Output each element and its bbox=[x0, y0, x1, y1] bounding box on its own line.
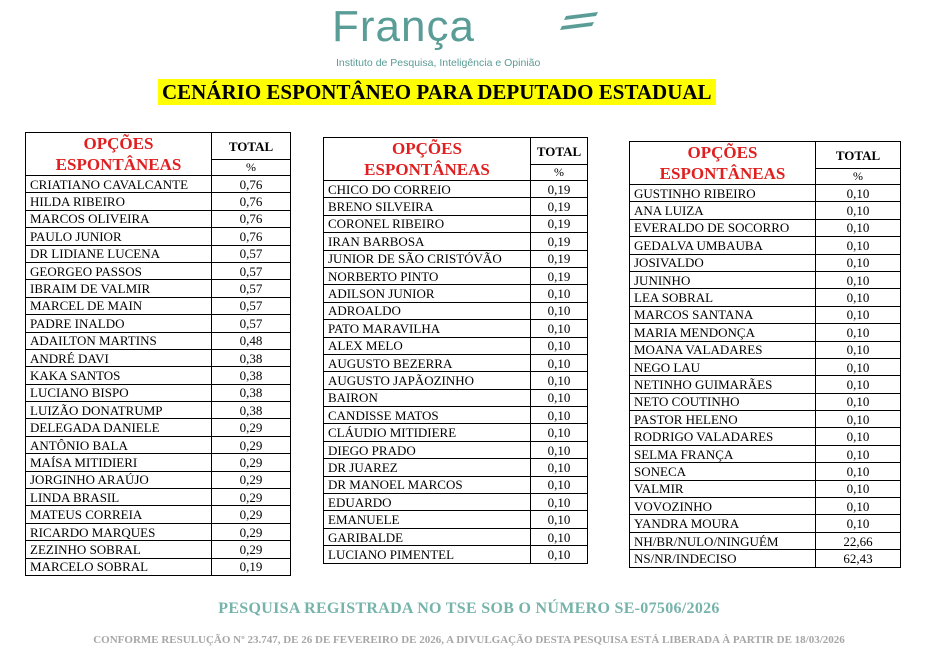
option-name: LEA SOBRAL bbox=[630, 289, 816, 306]
table-row bbox=[26, 506, 291, 523]
option-name: MARCEL DE MAIN bbox=[26, 297, 212, 314]
table-row bbox=[324, 285, 588, 302]
option-name: PADRE INALDO bbox=[26, 315, 212, 332]
option-name: RODRIGO VALADARES bbox=[630, 428, 816, 445]
option-percent: 0,10 bbox=[531, 302, 588, 319]
table-row bbox=[630, 341, 901, 358]
option-name: MARCOS SANTANA bbox=[630, 306, 816, 323]
option-name: NETINHO GUIMARÃES bbox=[630, 376, 816, 393]
option-name: AUGUSTO JAPÃOZINHO bbox=[324, 372, 531, 389]
option-percent: 0,10 bbox=[816, 428, 901, 445]
option-name: MAÍSA MITIDIERI bbox=[26, 454, 212, 471]
table-row bbox=[324, 372, 588, 389]
logo-subtitle: Instituto de Pesquisa, Inteligência e Opinião bbox=[336, 57, 541, 69]
option-percent: 0,10 bbox=[531, 337, 588, 354]
table-row bbox=[26, 523, 291, 540]
table-row bbox=[324, 354, 588, 371]
option-name: VALMIR bbox=[630, 480, 816, 497]
table-row bbox=[26, 262, 291, 279]
option-name: DIEGO PRADO bbox=[324, 441, 531, 458]
table-row bbox=[26, 315, 291, 332]
table-row bbox=[630, 306, 901, 323]
option-percent: 0,10 bbox=[816, 324, 901, 341]
option-name: JUNINHO bbox=[630, 271, 816, 288]
option-name: ANTÔNIO BALA bbox=[26, 436, 212, 453]
option-name: DR LIDIANE LUCENA bbox=[26, 245, 212, 262]
page-title: CENÁRIO ESPONTÂNEO PARA DEPUTADO ESTADUAL bbox=[158, 79, 716, 105]
option-percent: 0,29 bbox=[212, 419, 291, 436]
option-percent: 0,38 bbox=[212, 402, 291, 419]
option-percent: 0,76 bbox=[212, 176, 291, 193]
option-name: JORGINHO ARAÚJO bbox=[26, 471, 212, 488]
option-name: NETO COUTINHO bbox=[630, 393, 816, 410]
option-percent: 0,10 bbox=[816, 463, 901, 480]
option-percent: 0,19 bbox=[531, 215, 588, 232]
table-row bbox=[630, 271, 901, 288]
option-percent: 0,76 bbox=[212, 210, 291, 227]
table-row bbox=[630, 324, 901, 341]
option-percent: 0,19 bbox=[531, 181, 588, 198]
option-name: ADAILTON MARTINS bbox=[26, 332, 212, 349]
logo-wordmark: França bbox=[332, 2, 475, 51]
table-row bbox=[26, 454, 291, 471]
option-name: IBRAIM DE VALMIR bbox=[26, 280, 212, 297]
option-percent: 0,10 bbox=[531, 389, 588, 406]
option-percent: 0,57 bbox=[212, 315, 291, 332]
option-name: GEORGEO PASSOS bbox=[26, 262, 212, 279]
table-row bbox=[26, 384, 291, 401]
percent-header: % bbox=[816, 169, 901, 185]
option-percent: 0,19 bbox=[531, 267, 588, 284]
option-percent: 0,10 bbox=[816, 445, 901, 462]
option-name: KAKA SANTOS bbox=[26, 367, 212, 384]
option-percent: 0,57 bbox=[212, 245, 291, 262]
option-percent: 0,19 bbox=[531, 250, 588, 267]
table-row bbox=[26, 332, 291, 349]
table-row bbox=[630, 185, 901, 202]
option-name: LUCIANO PIMENTEL bbox=[324, 546, 531, 563]
option-percent: 0,38 bbox=[212, 349, 291, 366]
option-name: JUNIOR DE SÃO CRISTÓVÃO bbox=[324, 250, 531, 267]
option-name: MARIA MENDONÇA bbox=[630, 324, 816, 341]
option-percent: 22,66 bbox=[816, 532, 901, 549]
table-row bbox=[26, 367, 291, 384]
option-percent: 0,57 bbox=[212, 280, 291, 297]
options-header: OPÇÕES ESPONTÂNEAS bbox=[630, 142, 816, 185]
option-name: YANDRA MOURA bbox=[630, 515, 816, 532]
table-row bbox=[26, 558, 291, 575]
option-name: EVERALDO DE SOCORRO bbox=[630, 219, 816, 236]
table-row bbox=[26, 541, 291, 558]
results-table-1 bbox=[25, 132, 291, 576]
option-name: GUSTINHO RIBEIRO bbox=[630, 185, 816, 202]
option-percent: 0,10 bbox=[531, 459, 588, 476]
table-row bbox=[324, 233, 588, 250]
option-percent: 0,19 bbox=[212, 558, 291, 575]
option-percent: 0,10 bbox=[531, 320, 588, 337]
table-row bbox=[630, 515, 901, 532]
option-percent: 0,10 bbox=[531, 476, 588, 493]
option-percent: 0,10 bbox=[816, 237, 901, 254]
registration-notice: PESQUISA REGISTRADA NO TSE SOB O NÚMERO SE-07506/2026 bbox=[218, 600, 720, 617]
option-name: AUGUSTO BEZERRA bbox=[324, 354, 531, 371]
option-name: VOVOZINHO bbox=[630, 498, 816, 515]
table-row bbox=[630, 219, 901, 236]
option-percent: 0,38 bbox=[212, 384, 291, 401]
option-name: PASTOR HELENO bbox=[630, 411, 816, 428]
option-percent: 0,76 bbox=[212, 193, 291, 210]
option-percent: 0,29 bbox=[212, 454, 291, 471]
option-name: GARIBALDE bbox=[324, 528, 531, 545]
option-name: SONECA bbox=[630, 463, 816, 480]
option-percent: 0,10 bbox=[531, 424, 588, 441]
option-percent: 0,29 bbox=[212, 523, 291, 540]
table-row bbox=[26, 280, 291, 297]
table-row bbox=[324, 181, 588, 198]
table-row bbox=[26, 245, 291, 262]
table-row bbox=[26, 349, 291, 366]
option-percent: 62,43 bbox=[816, 550, 901, 567]
options-header: OPÇÕES ESPONTÂNEAS bbox=[324, 138, 531, 181]
table-row bbox=[630, 445, 901, 462]
option-name: EDUARDO bbox=[324, 494, 531, 511]
option-name: BAIRON bbox=[324, 389, 531, 406]
option-percent: 0,38 bbox=[212, 367, 291, 384]
option-name: JOSIVALDO bbox=[630, 254, 816, 271]
option-percent: 0,19 bbox=[531, 198, 588, 215]
option-percent: 0,10 bbox=[531, 528, 588, 545]
option-percent: 0,10 bbox=[816, 185, 901, 202]
table-row bbox=[630, 463, 901, 480]
table-row bbox=[630, 376, 901, 393]
option-name: ANA LUIZA bbox=[630, 202, 816, 219]
option-name: DR MANOEL MARCOS bbox=[324, 476, 531, 493]
percent-header: % bbox=[212, 160, 291, 176]
option-name: LUIZÃO DONATRUMP bbox=[26, 402, 212, 419]
table-row bbox=[26, 471, 291, 488]
option-percent: 0,10 bbox=[816, 202, 901, 219]
option-percent: 0,10 bbox=[816, 219, 901, 236]
table-row bbox=[324, 337, 588, 354]
table-row bbox=[324, 528, 588, 545]
table-row bbox=[26, 489, 291, 506]
option-percent: 0,19 bbox=[531, 233, 588, 250]
option-name: MARCOS OLIVEIRA bbox=[26, 210, 212, 227]
option-percent: 0,57 bbox=[212, 297, 291, 314]
table-row bbox=[630, 428, 901, 445]
release-disclaimer: CONFORME RESULUÇÃO Nº 23.747, DE 26 DE FEVEREIRO DE 2026, A DIVULGAÇÃO DESTA PESQUISA ESTÁ LIBERADA À PARTIR DE 18/03/2026 bbox=[93, 634, 845, 646]
option-name: GEDALVA UMBAUBA bbox=[630, 237, 816, 254]
option-percent: 0,10 bbox=[531, 285, 588, 302]
option-name: EMANUELE bbox=[324, 511, 531, 528]
option-name: NEGO LAU bbox=[630, 358, 816, 375]
option-name: HILDA RIBEIRO bbox=[26, 193, 212, 210]
table-row bbox=[630, 550, 901, 567]
options-header: OPÇÕES ESPONTÂNEAS bbox=[26, 133, 212, 176]
table-row bbox=[324, 389, 588, 406]
results-table-3 bbox=[629, 141, 901, 568]
table-row bbox=[324, 215, 588, 232]
option-percent: 0,76 bbox=[212, 228, 291, 245]
table-row bbox=[26, 210, 291, 227]
table-row bbox=[324, 476, 588, 493]
option-percent: 0,10 bbox=[531, 372, 588, 389]
table-row bbox=[630, 289, 901, 306]
option-name: MATEUS CORREIA bbox=[26, 506, 212, 523]
option-name: MARCELO SOBRAL bbox=[26, 558, 212, 575]
option-percent: 0,57 bbox=[212, 262, 291, 279]
option-name: IRAN BARBOSA bbox=[324, 233, 531, 250]
logo-dash-icon bbox=[558, 10, 602, 36]
option-name: CRIATIANO CAVALCANTE bbox=[26, 176, 212, 193]
percent-header: % bbox=[531, 165, 588, 181]
option-percent: 0,10 bbox=[531, 354, 588, 371]
total-header: TOTAL bbox=[816, 142, 901, 169]
option-percent: 0,10 bbox=[816, 358, 901, 375]
option-name: ADROALDO bbox=[324, 302, 531, 319]
table-row bbox=[324, 267, 588, 284]
option-percent: 0,10 bbox=[816, 480, 901, 497]
option-name: NH/BR/NULO/NINGUÉM bbox=[630, 532, 816, 549]
table-row bbox=[630, 480, 901, 497]
option-name: CLÁUDIO MITIDIERE bbox=[324, 424, 531, 441]
table-row bbox=[630, 498, 901, 515]
option-percent: 0,29 bbox=[212, 541, 291, 558]
table-row bbox=[26, 297, 291, 314]
option-percent: 0,10 bbox=[816, 341, 901, 358]
option-name: LUCIANO BISPO bbox=[26, 384, 212, 401]
option-name: DELEGADA DANIELE bbox=[26, 419, 212, 436]
table-row bbox=[630, 254, 901, 271]
option-name: ADILSON JUNIOR bbox=[324, 285, 531, 302]
option-percent: 0,29 bbox=[212, 436, 291, 453]
option-percent: 0,10 bbox=[816, 411, 901, 428]
results-table-2 bbox=[323, 137, 588, 564]
table-row bbox=[324, 320, 588, 337]
total-header: TOTAL bbox=[531, 138, 588, 165]
option-percent: 0,10 bbox=[816, 306, 901, 323]
option-name: ALEX MELO bbox=[324, 337, 531, 354]
table-row bbox=[26, 228, 291, 245]
table-row bbox=[26, 176, 291, 193]
option-name: BRENO SILVEIRA bbox=[324, 198, 531, 215]
option-name: SELMA FRANÇA bbox=[630, 445, 816, 462]
option-name: ZEZINHO SOBRAL bbox=[26, 541, 212, 558]
option-percent: 0,10 bbox=[816, 515, 901, 532]
table-row bbox=[630, 358, 901, 375]
option-percent: 0,10 bbox=[816, 498, 901, 515]
option-name: CORONEL RIBEIRO bbox=[324, 215, 531, 232]
table-row bbox=[324, 198, 588, 215]
franca-logo bbox=[332, 4, 604, 72]
option-percent: 0,10 bbox=[531, 407, 588, 424]
table-row bbox=[630, 202, 901, 219]
table-row bbox=[26, 419, 291, 436]
table-row bbox=[630, 411, 901, 428]
option-percent: 0,10 bbox=[816, 254, 901, 271]
option-name: CANDISSE MATOS bbox=[324, 407, 531, 424]
option-name: CHICO DO CORREIO bbox=[324, 181, 531, 198]
table-row bbox=[26, 402, 291, 419]
option-percent: 0,10 bbox=[816, 376, 901, 393]
option-percent: 0,10 bbox=[531, 546, 588, 563]
table-row bbox=[324, 250, 588, 267]
table-row bbox=[324, 407, 588, 424]
table-row bbox=[324, 441, 588, 458]
option-name: ANDRÉ DAVI bbox=[26, 349, 212, 366]
option-name: PATO MARAVILHA bbox=[324, 320, 531, 337]
table-row bbox=[630, 532, 901, 549]
table-row bbox=[324, 302, 588, 319]
option-name: LINDA BRASIL bbox=[26, 489, 212, 506]
option-name: NORBERTO PINTO bbox=[324, 267, 531, 284]
option-percent: 0,10 bbox=[531, 441, 588, 458]
table-row bbox=[324, 511, 588, 528]
option-percent: 0,29 bbox=[212, 471, 291, 488]
option-name: MOANA VALADARES bbox=[630, 341, 816, 358]
table-row bbox=[324, 459, 588, 476]
option-percent: 0,10 bbox=[816, 289, 901, 306]
table-row bbox=[26, 436, 291, 453]
option-percent: 0,48 bbox=[212, 332, 291, 349]
table-row bbox=[324, 494, 588, 511]
option-name: NS/NR/INDECISO bbox=[630, 550, 816, 567]
option-percent: 0,29 bbox=[212, 489, 291, 506]
table-row bbox=[324, 424, 588, 441]
table-row bbox=[630, 393, 901, 410]
option-percent: 0,29 bbox=[212, 506, 291, 523]
option-percent: 0,10 bbox=[816, 393, 901, 410]
table-row bbox=[324, 546, 588, 563]
table-row bbox=[26, 193, 291, 210]
option-name: DR JUAREZ bbox=[324, 459, 531, 476]
option-name: RICARDO MARQUES bbox=[26, 523, 212, 540]
option-percent: 0,10 bbox=[531, 494, 588, 511]
option-name: PAULO JUNIOR bbox=[26, 228, 212, 245]
table-row bbox=[630, 237, 901, 254]
option-percent: 0,10 bbox=[816, 271, 901, 288]
option-percent: 0,10 bbox=[531, 511, 588, 528]
total-header: TOTAL bbox=[212, 133, 291, 160]
